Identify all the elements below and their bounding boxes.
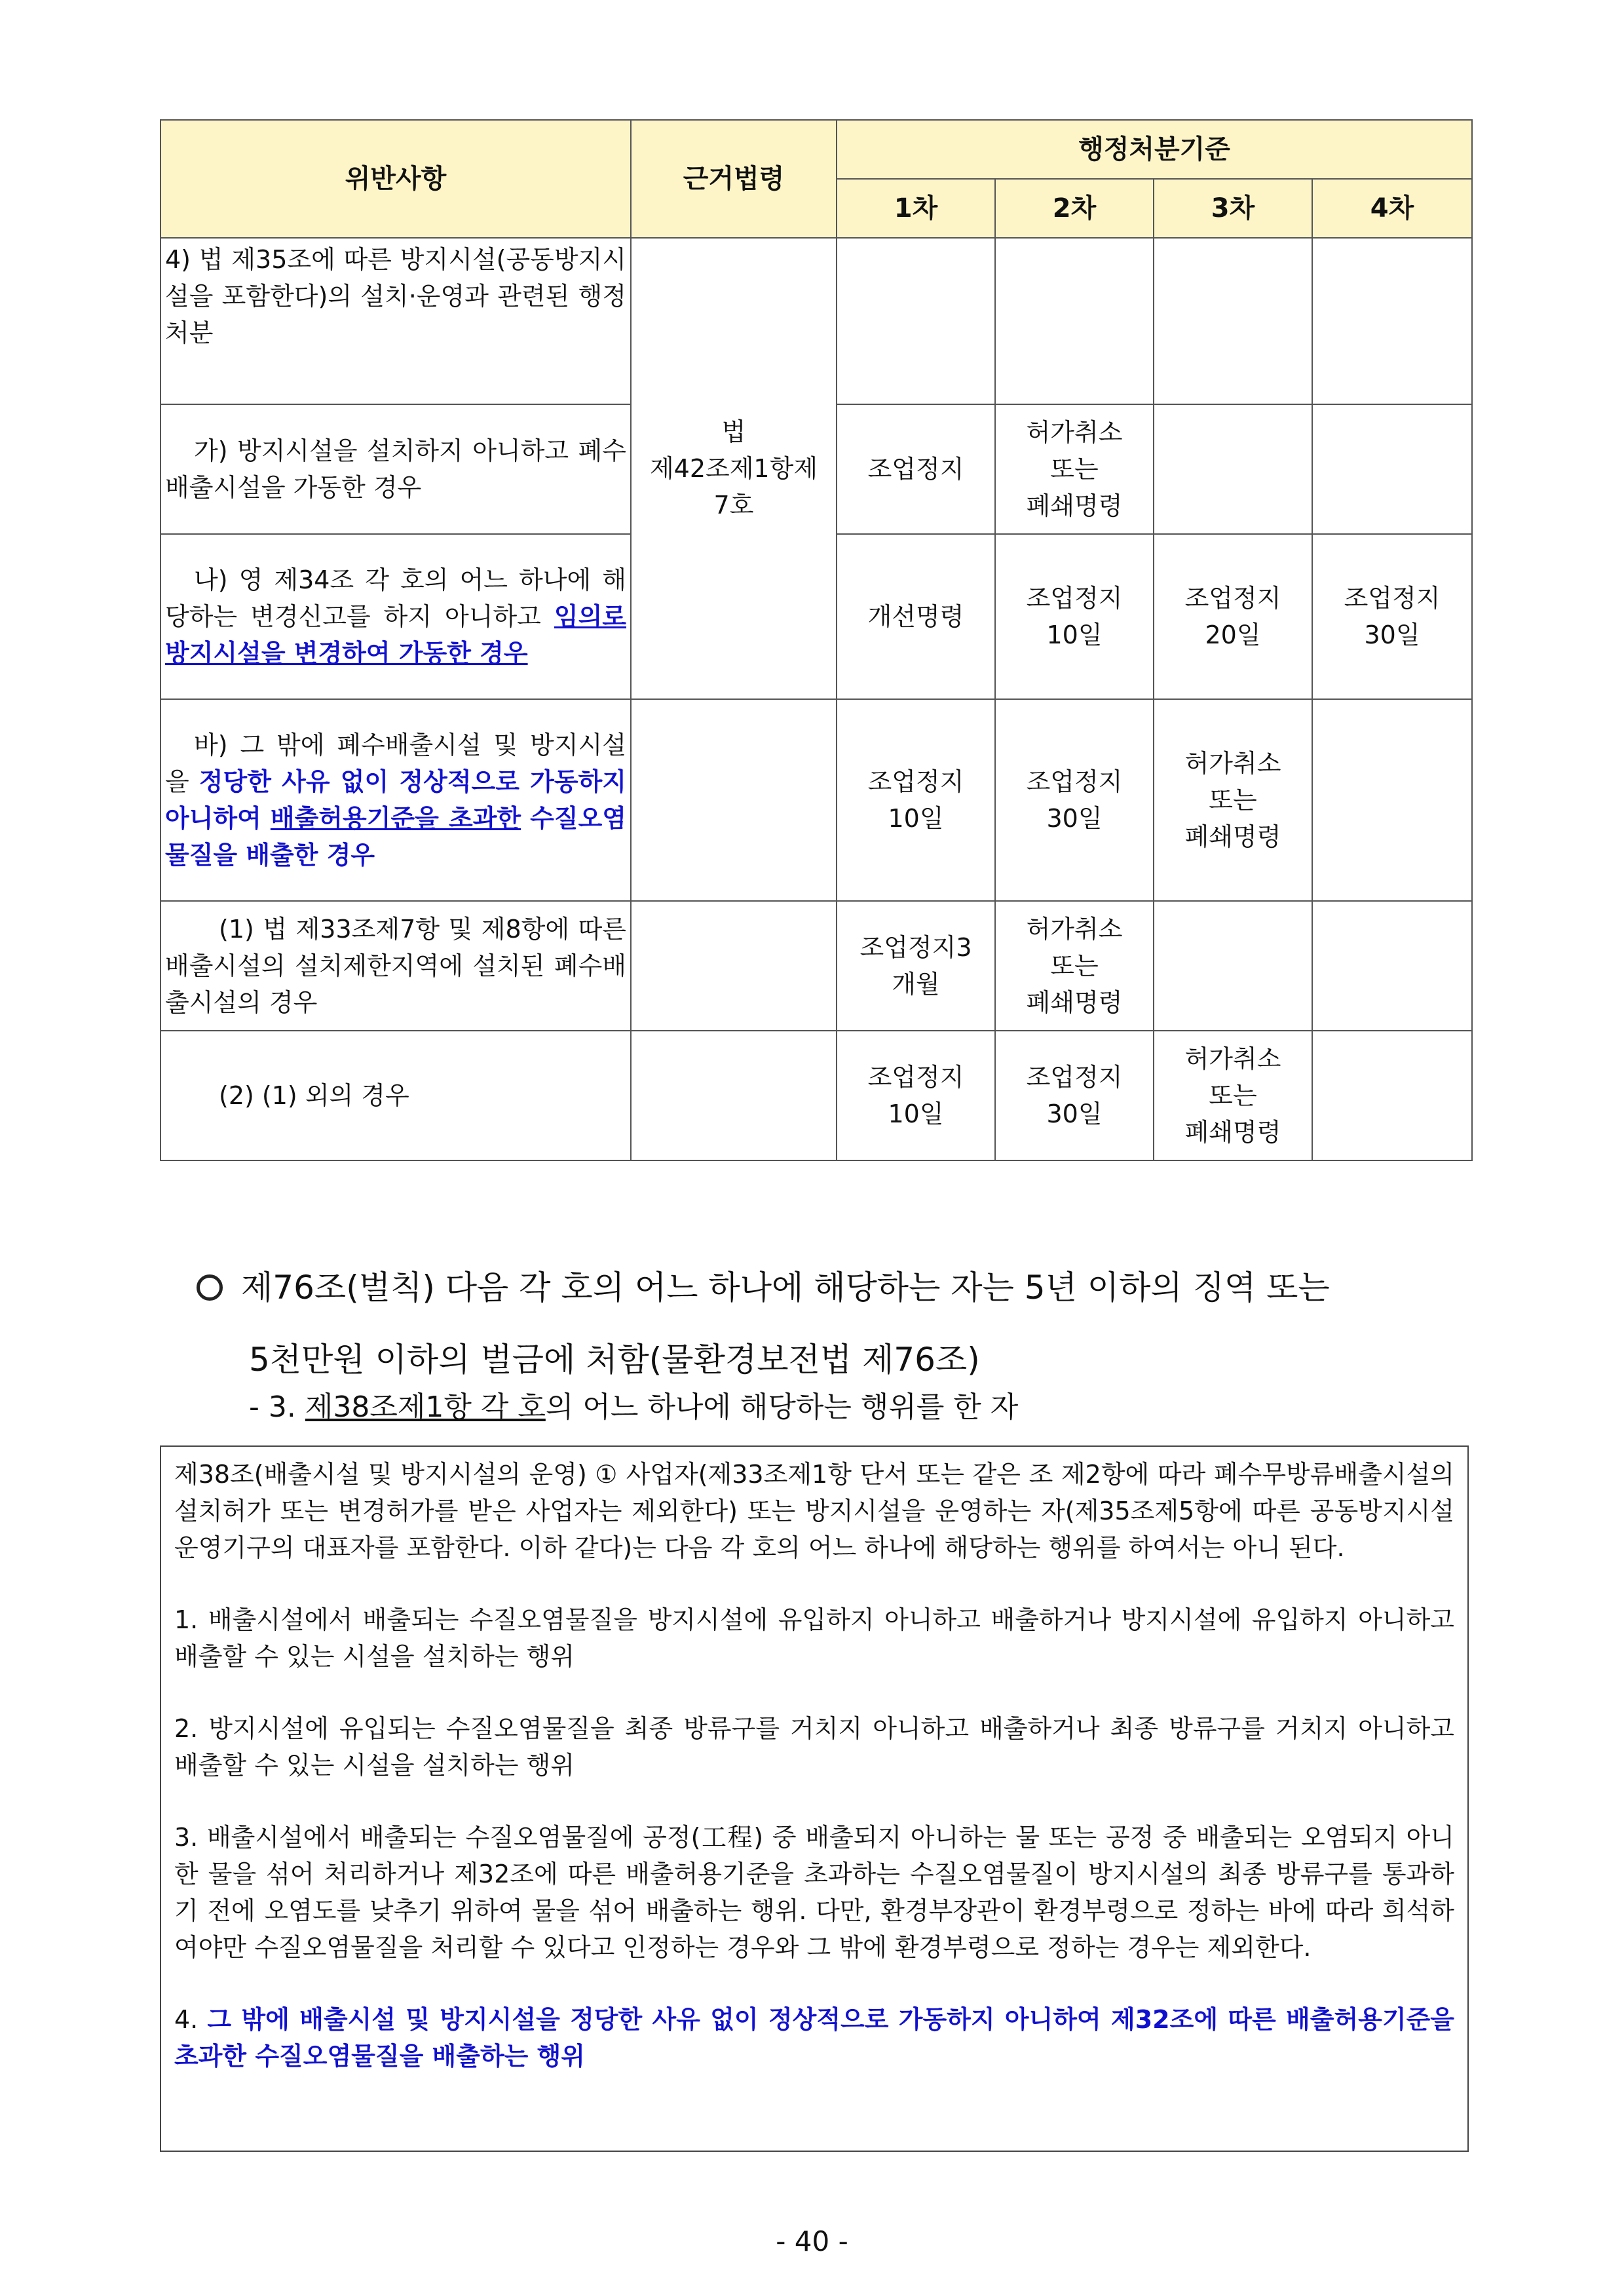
article-paragraph — [174, 2001, 1454, 2075]
cell-line: 30일 — [1046, 1100, 1103, 1128]
cell-line: 조업정지 — [1344, 584, 1441, 613]
violation-cell — [161, 699, 631, 901]
violation-cell — [161, 404, 631, 534]
cell-line: 30일 — [1364, 621, 1420, 649]
cell-line: 또는 — [1050, 951, 1099, 980]
cell-line: 허가취소 — [1184, 749, 1281, 778]
header-third: 3차 — [1154, 179, 1312, 238]
table-row — [161, 1031, 1472, 1160]
article-emphasis: 그 밖에 배출시설 및 방지시설을 정당한 사유 없이 정상적으로 가동하지 아니하여 제32조에 따른 배출허용기준을 초과한 수질오염물질을 배출하는 행위 — [174, 2005, 1454, 2071]
cell-line: 개월 — [892, 970, 940, 999]
article-paragraph: 제38조(배출시설 및 방지시설의 운영) ① 사업자(제33조제1항 단서 또는 같은 조 제2항에 따라 폐수무방류배출시설의 설치허가 또는 변경허가를 받은 사업자는 제외한다) 또는 방지시설을 운영하는 자(제35조제5항에 따른 공동방지시설 운영기구의 대표자를 포함한다. 이하 같다)는 다음 각 호의 어느 하나에 해당하는 행위를 하여서는 아니 된다. — [174, 1460, 1454, 1562]
cell-line: 조업정지 — [1026, 767, 1123, 796]
article-paragraph: 1. 배출시설에서 배출되는 수질오염물질을 방지시설에 유입하지 아니하고 배출하거나 방지시설에 유입하지 아니하고 배출할 수 있는 시설을 설치하는 행위 — [174, 1605, 1454, 1671]
first-cell — [837, 901, 995, 1031]
basis-line: 제42조제1항제 — [649, 454, 818, 483]
cell-line: 10일 — [1046, 621, 1103, 649]
table-row — [161, 699, 1472, 901]
cell-line: 조업정지 — [1026, 1063, 1123, 1092]
article-paragraph: 3. 배출시설에서 배출되는 수질오염물질에 공정(工程) 중 배출되지 아니하는 물 또는 공정 중 배출되는 오염되지 아니한 물을 섞어 처리하거나 제32조에 따른 배출허용기준을 초과하는 수질오염물질이 방지시설의 최종 방류구를 통과하기 전에 오염도를 낮추기 위하여 물을 섞어 배출하는 행위. 다만, 환경부장관이 환경부령으로 정하는 바에 따라 희석하여야만 수질오염물질을 처리할 수 있다고 인정하는 경우와 그 밖에 환경부령으로 정하는 경우는 제외한다. — [174, 1823, 1454, 1962]
cell-line: 허가취소 — [1026, 915, 1123, 944]
cell-line: 조업정지 — [1026, 584, 1123, 613]
violation-emphasis: 정당한 사유 없이 정상적으로 가동하지 아니하여 — [165, 767, 626, 833]
cell-line: 허가취소 — [1026, 418, 1123, 447]
cell-line: 또는 — [1209, 786, 1257, 814]
violation-text: 바) 그 밖에 폐수배출시설 및 방지시설을 — [165, 731, 626, 796]
section-title: 제76조(벌칙) 다음 각 호의 어느 하나에 해당하는 자는 5년 이하의 징역 또는 — [241, 1269, 1330, 1307]
third-cell — [1154, 1031, 1312, 1160]
violation-emphasis: 수질오염물질을 배출한 경우 — [165, 804, 626, 870]
item-number: 4. — [174, 2005, 208, 2034]
cell-line: 30일 — [1046, 804, 1103, 833]
subitem-prefix: - 3. — [249, 1390, 305, 1424]
second-cell — [995, 699, 1154, 901]
fourth-cell — [1312, 534, 1472, 699]
subitem-reference: 제38조제1항 각 호 — [305, 1390, 546, 1424]
violation-text: 가) 방지시설을 설치하지 아니하고 폐수배출시설을 가동한 경우 — [165, 436, 626, 502]
violation-text: (2) (1) 외의 경우 — [219, 1081, 409, 1110]
violation-cell: 4) 법 제35조에 따른 방지시설(공동방지시설을 포함한다)의 설치·운영과 관련된 행정처분 — [161, 238, 631, 404]
cell-line: 폐쇄명령 — [1184, 1118, 1281, 1147]
violation-text: (1) 법 제33조제7항 및 제8항에 따른 배출시설의 설치제한지역에 설치된 폐수배출시설의 경우 — [165, 915, 626, 1017]
third-cell — [1154, 699, 1312, 901]
table-row — [161, 238, 1472, 404]
violation-cell — [161, 534, 631, 699]
cell-line: 조업정지 — [867, 767, 964, 796]
header-second: 2차 — [995, 179, 1154, 238]
cell-line: 허가취소 — [1184, 1044, 1281, 1073]
first-cell: 조업정지 — [837, 404, 995, 534]
subitem-text: 의 어느 하나에 해당하는 행위를 한 자 — [545, 1390, 1019, 1424]
cell-line: 또는 — [1209, 1081, 1257, 1110]
cell-line: 폐쇄명령 — [1026, 491, 1123, 520]
violation-emphasis: 배출허용기준을 초과한 — [270, 804, 521, 833]
header-first: 1차 — [837, 179, 995, 238]
hollow-circle-bullet-icon — [197, 1274, 223, 1301]
table-row — [161, 901, 1472, 1031]
cell-line: 10일 — [888, 804, 944, 833]
first-cell — [837, 1031, 995, 1160]
violation-text: 나) 영 제34조 각 호의 어느 하나에 해당하는 변경신고를 하지 아니하고 — [165, 565, 626, 631]
penalty-section — [197, 1252, 1481, 1396]
cell-line: 폐쇄명령 — [1026, 988, 1123, 1017]
section-line: 5천만원 이하의 벌금에 처함(물환경보전법 제76조) — [249, 1341, 980, 1379]
violation-emphasis: 임의로 방지시설을 변경하여 가동한 경우 — [165, 602, 626, 668]
header-standard: 행정처분기준 — [837, 120, 1472, 179]
cell-line: 20일 — [1205, 621, 1261, 649]
cell-line: 또는 — [1050, 455, 1099, 484]
second-cell — [995, 1031, 1154, 1160]
violation-cell — [161, 901, 631, 1031]
header-basis: 근거법령 — [631, 120, 837, 238]
violation-cell — [161, 1031, 631, 1160]
header-fourth: 4차 — [1312, 179, 1472, 238]
cell-line: 10일 — [888, 1100, 944, 1128]
third-cell — [1154, 534, 1312, 699]
cell-line: 폐쇄명령 — [1184, 822, 1281, 851]
article-38-box — [160, 1445, 1469, 2152]
basis-line: 법 — [721, 417, 746, 446]
basis-cell — [631, 238, 837, 699]
section-subitem — [249, 1388, 1018, 1427]
cell-line: 조업정지 — [867, 1063, 964, 1092]
cell-line: 조업정지 — [1184, 584, 1281, 613]
second-cell — [995, 404, 1154, 534]
article-paragraph: 2. 방지시설에 유입되는 수질오염물질을 최종 방류구를 거치지 아니하고 배출하거나 최종 방류구를 거치지 아니하고 배출할 수 있는 시설을 설치하는 행위 — [174, 1714, 1454, 1780]
cell-line: 조업정지3 — [859, 933, 972, 962]
header-violation: 위반사항 — [161, 120, 631, 238]
second-cell — [995, 901, 1154, 1031]
section-line — [197, 1252, 1481, 1324]
page-number: - 40 - — [776, 2225, 848, 2257]
second-cell — [995, 534, 1154, 699]
basis-line: 7호 — [713, 491, 754, 520]
first-cell — [837, 699, 995, 901]
penalty-table — [160, 119, 1473, 1161]
first-cell: 개선명령 — [837, 534, 995, 699]
